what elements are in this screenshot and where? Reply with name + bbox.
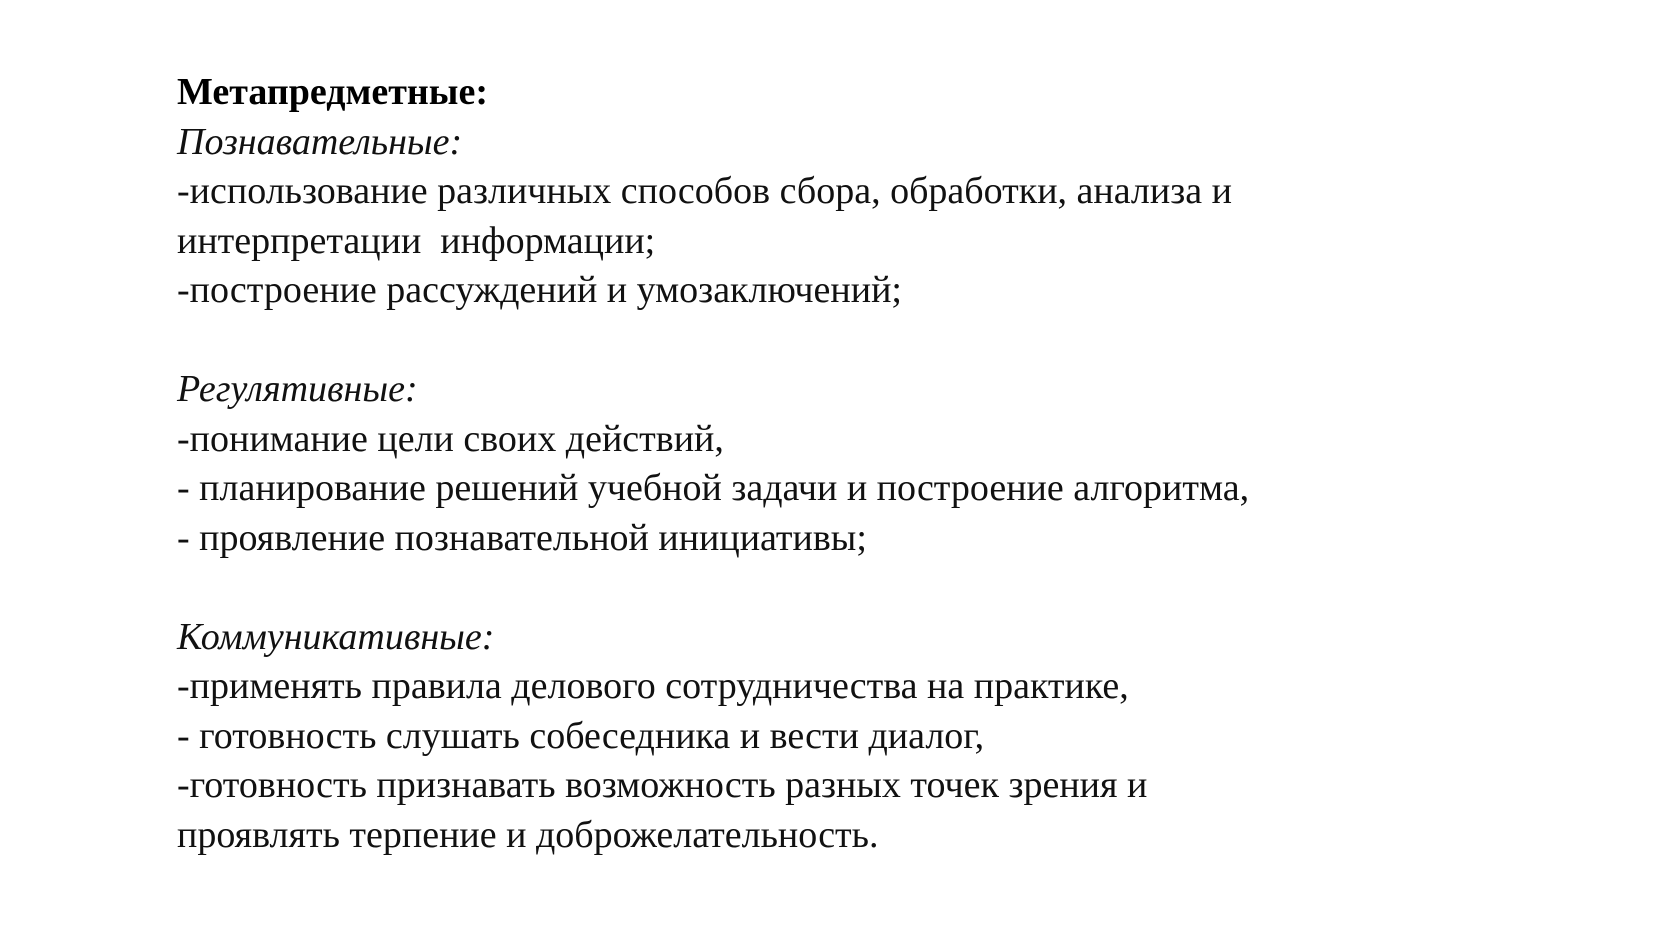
section-title: Регулятивные: — [177, 368, 418, 410]
spacer — [177, 316, 1617, 366]
text-line: - планирование решений учебной задачи и построение алгоритма, — [177, 467, 1250, 509]
text-line: -построение рассуждений и умозаключений; — [177, 269, 902, 311]
section-communicative — [177, 613, 1617, 861]
spacer — [177, 563, 1617, 613]
slide-heading: Метапредметные: — [177, 71, 488, 113]
text-line: проявлять терпение и доброжелательность. — [177, 813, 879, 856]
section-cognitive — [177, 118, 1617, 316]
text-line: -применять правила делового сотрудничества на практике, — [177, 665, 1129, 707]
section-regulatory — [177, 365, 1617, 563]
text-line: интерпретации информации; — [177, 219, 656, 262]
text-line: -использование различных способов сбора, обработки, анализа и — [177, 170, 1232, 212]
section-title: Познавательные: — [177, 120, 463, 163]
text-line: - готовность слушать собеседника и вести диалог, — [177, 714, 985, 757]
text-line: - проявление познавательной инициативы; — [177, 516, 867, 559]
slide-content — [177, 68, 1617, 860]
section-title: Коммуникативные: — [177, 615, 495, 658]
text-line: -понимание цели своих действий, — [177, 417, 724, 460]
text-line: -готовность признавать возможность разных точек зрения и — [177, 764, 1148, 806]
